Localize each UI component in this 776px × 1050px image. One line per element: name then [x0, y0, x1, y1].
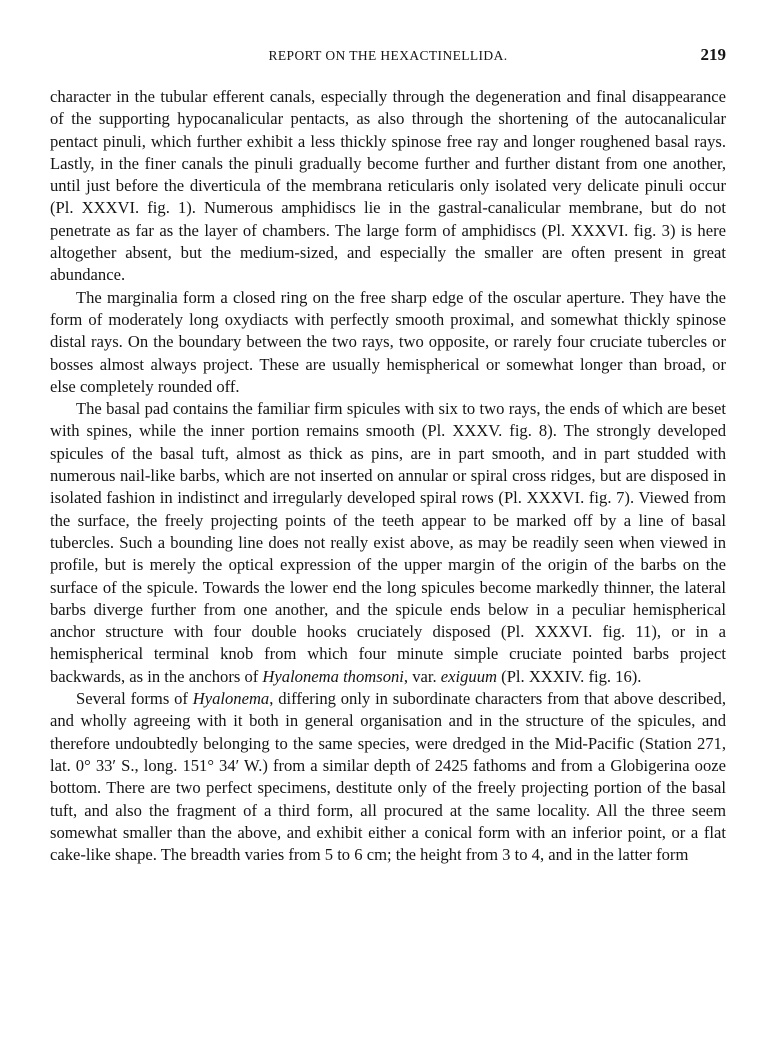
species-name: Hyalonema thomsoni [262, 666, 404, 686]
page-number: 219 [700, 45, 726, 64]
paragraph [50, 688, 726, 866]
variety-name: exiguum [440, 666, 498, 686]
genus-name: Hyalonema [192, 689, 270, 709]
text-run: Several forms of [76, 689, 193, 709]
page-header [50, 44, 726, 68]
text-run: The marginalia form a closed ring on the free sharp edge of the oscular aperture. They have the form of moderately long oxydiacts with perfectly smooth proximal, and somewhat thickly spinose distal rays. On the boundary between the two rays, two opposite, or rarely four cruciate tubercles or bosses almost always project. These are usually hemispherical or somewhat longer than broad, or else completely rounded off. [50, 287, 726, 396]
paragraph [50, 287, 726, 398]
text-run: , var. [403, 666, 441, 686]
text-run: character in the tubular efferent canals, especially through the degeneration and final disappearance of the supporting hypocanalicular pentacts, as also through the shortening of the autocanalicular pentact pinuli, which further exhibit a less thickly spinose free ray and longer roughened basal rays. Lastly, in the finer canals the pinuli gradually become further and further distant from one another, until just before the diverticula of the membrana reticularis only isolated very delicate pinuli occur (Pl. XXXVI. fig. 1). Numerous amphidiscs lie in the gastral-canalicular membrane, but do not penetrate as far as the layer of chambers. The large form of amphidiscs (Pl. XXXVI. fig. 3) is here altogether absent, but the medium-sized, and especially the smaller are often present in great abundance. [50, 87, 726, 285]
body-text [50, 86, 726, 866]
text-run: The basal pad contains the familiar firm spicules with six to two rays, the ends of which are beset with spines, while the inner portion remains smooth (Pl. XXXV. fig. 8). The strongly developed spicules of the basal tuft, almost as thick as pins, are in part smooth, and in part studded with numerous nail-like barbs, which are not inserted on annular or spiral cross ridges, but are disposed in isolated fashion in indistinct and irregularly developed spiral rows (Pl. XXXVI. fig. 7). Viewed from the surface, the freely projecting points of the teeth appear to be marked off by a line of basal tubercles. Such a bounding line does not really exist above, as may be readily seen when viewed in profile, but is merely the optical expression of the upper margin of the origin of the barbs on the surface of the spicule. Towards the lower end the long spicules become markedly thinner, the lateral barbs diverge further from one another, and the spicule ends below in a peculiar hemispherical anchor structure with four double hooks cruciately disposed (Pl. XXXVI. fig. 11), or in a hemispherical terminal knob from which four minute simple cruciate pointed barbs project backwards, as in the anchors of [50, 399, 726, 686]
text-run: (Pl. XXXIV. fig. 16). [497, 666, 642, 686]
paragraph [50, 398, 726, 688]
paragraph [50, 86, 726, 287]
text-run: , differing only in subordinate characters from that above described, and wholly agreeing with it both in general organisation and in the structure of the spicules, and therefore undoubtedly belonging to the same species, were dredged in the Mid-Pacific (Station 271, lat. 0° 33′ S., long. 151° 34′ W.) from a similar depth of 2425 fathoms and from a Globigerina ooze bottom. There are two perfect specimens, destitute only of the freely projecting portion of the basal tuft, and also the fragment of a third form, all procured at the same locality. All the three seem somewhat smaller than the above, and exhibit either a conical form with an inferior point, or a flat cake-like shape. The breadth varies from 5 to 6 cm; the height from 3 to 4, and in the latter form [50, 689, 726, 865]
running-title: REPORT ON THE HEXACTINELLIDA. [268, 48, 508, 63]
